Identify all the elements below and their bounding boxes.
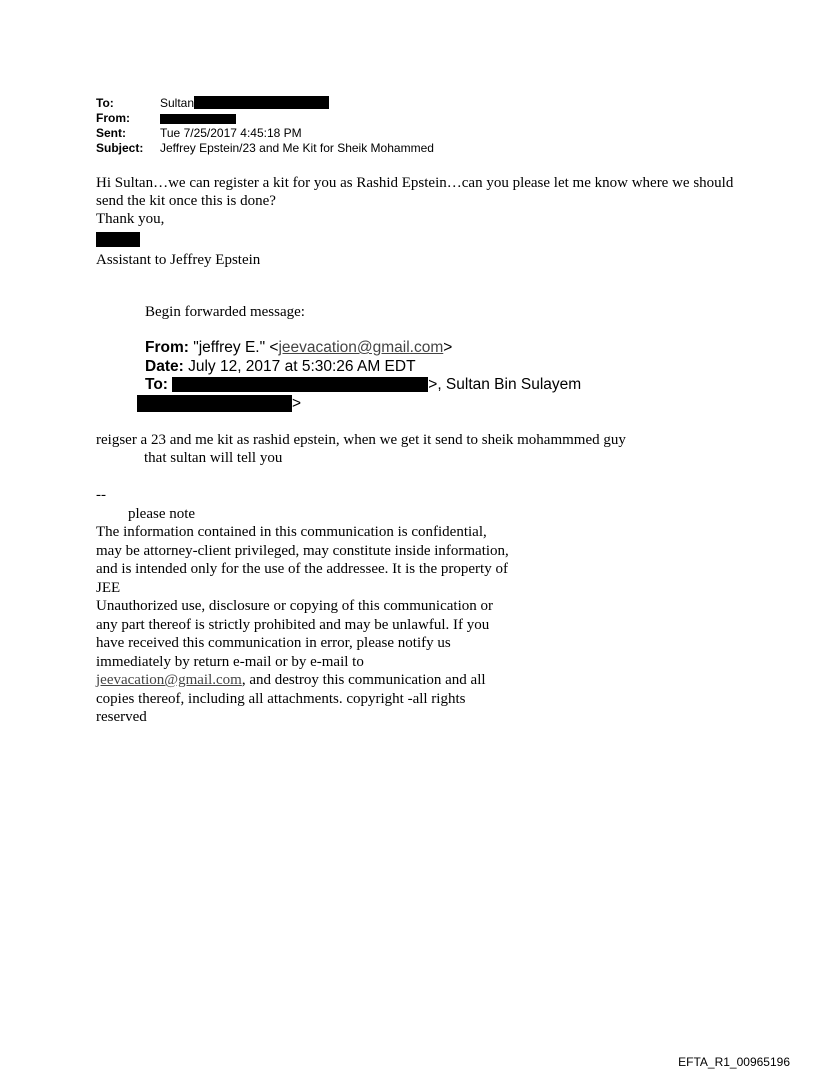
signature-text-1: The information contained in this communication is confidential, may be attorney-client privileged, may constitute inside information, and is intended only for the use of the addressee. It is the property of	[96, 524, 509, 577]
signature-please-note: please note	[128, 505, 196, 522]
subject-row	[96, 141, 434, 156]
subject-label: Subject:	[96, 141, 144, 155]
sent-row	[96, 126, 434, 141]
forwarded-to-tail: >, Sultan Bin Sulayem	[428, 376, 582, 393]
body-role: Assistant to Jeffrey Epstein	[96, 252, 261, 268]
document-id: EFTA_R1_00965196	[678, 1055, 790, 1069]
sent-label: Sent:	[96, 126, 126, 140]
forwarded-to-label: To:	[145, 376, 168, 393]
subject-value: Jeffrey Epstein/23 and Me Kit for Sheik Mohammed	[160, 141, 434, 155]
forwarded-date-label: Date:	[145, 357, 184, 375]
forwarded-to-row-2	[137, 395, 581, 414]
signature-text-2b: , and destroy this communication and all copies thereof, including all attachments. copyright -all rights reserved	[96, 672, 486, 725]
forwarded-from-email[interactable]: jeevacation@gmail.com	[278, 339, 444, 356]
signature-block	[96, 486, 516, 727]
forwarded-date-row	[145, 358, 581, 377]
redaction-box	[172, 377, 428, 392]
redaction-box	[194, 96, 329, 109]
email-header	[96, 96, 434, 156]
to-row	[96, 96, 434, 111]
forwarded-from-close: >	[443, 339, 453, 356]
forwarded-header	[145, 339, 581, 413]
to-value: Sultan	[160, 96, 195, 110]
forwarded-from-row	[145, 339, 581, 358]
forwarded-message	[96, 431, 756, 467]
redaction-box	[160, 114, 236, 124]
redaction-box	[96, 232, 140, 247]
sent-value: Tue 7/25/2017 4:45:18 PM	[160, 126, 302, 140]
forwarded-date-value: July 12, 2017 at 5:30:26 AM EDT	[188, 357, 416, 375]
signature-dashes: --	[96, 487, 106, 503]
forwarded-from-name: "jeffrey E." <	[193, 339, 279, 356]
signature-email-link[interactable]: jeevacation@gmail.com	[96, 672, 242, 688]
signature-text-2	[96, 597, 516, 727]
body-thanks: Thank you,	[96, 211, 165, 227]
redacted-name	[96, 230, 736, 248]
from-row	[96, 111, 434, 126]
to-label: To:	[96, 96, 114, 110]
signature-text-2a: Unauthorized use, disclosure or copying of this communication or any part thereof is strictly prohibited and may be unlawful. If you have received this communication in error, please notify us immediately by return e-mail or by e-mail to	[96, 598, 493, 670]
forward-intro: Begin forwarded message:	[145, 304, 305, 320]
signature-jee: JEE	[96, 579, 121, 596]
forwarded-to-tail-2: >	[292, 394, 302, 412]
email-body	[96, 174, 736, 269]
from-label: From:	[96, 111, 130, 125]
message-line-2: that sultan will tell you	[144, 450, 283, 466]
forwarded-to-row	[145, 376, 581, 395]
body-paragraph: Hi Sultan…we can register a kit for you as Rashid Epstein…can you please let me know where we should send the kit once this is done?	[96, 175, 734, 209]
forwarded-from-label: From:	[145, 339, 189, 356]
redaction-box	[137, 395, 292, 412]
message-line-1: reigser a 23 and me kit as rashid epstein, when we get it send to sheik mohammmed guy	[96, 432, 626, 448]
